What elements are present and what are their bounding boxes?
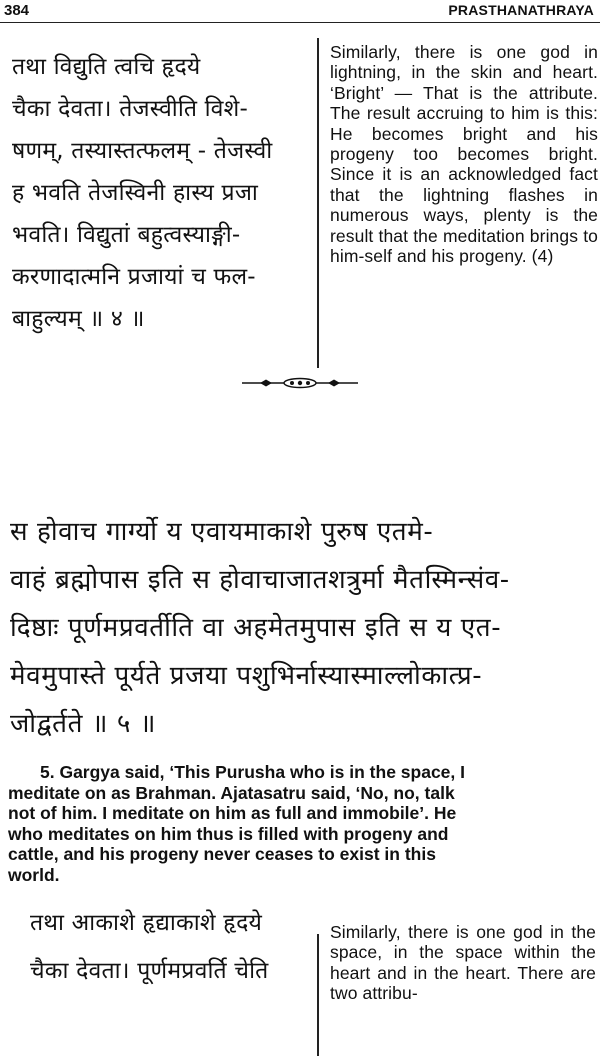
sanskrit-line: भवति। विद्युतां बहुत्वस्याङ्गी- [12, 222, 241, 248]
translation-verse-5 [8, 762, 595, 886]
column-divider [317, 934, 319, 1056]
translation-line: 5. Gargya said, ‘This Purusha who is in the space, I [40, 762, 465, 782]
sanskrit-line: चैका देवता। पूर्णमप्रवर्ति चेति [30, 958, 269, 984]
running-title: PRASTHANATHRAYA [448, 2, 594, 18]
translation-line: world. [8, 864, 60, 885]
section-divider-ornament [240, 377, 360, 389]
sanskrit-line: ह भवति तेजस्विनी हास्य प्रजा [12, 180, 259, 206]
verse-line: स होवाच गार्ग्यो य एवायमाकाशे पुरुष एतमे- [10, 517, 434, 547]
translation-line: who meditates on him thus is filled with progeny and [8, 823, 449, 844]
verse-line: जोद्वर्तते ॥ ५ ॥ [10, 709, 157, 739]
sanskrit-line: तथा आकाशे हृद्याकाशे हृदये [30, 910, 263, 936]
sanskrit-line: करणादात्मनि प्रजायां च फल- [12, 264, 256, 290]
sanskrit-line: बाहुल्यम् ॥ ४ ॥ [12, 306, 145, 332]
page-number: 384 [4, 2, 30, 19]
verse-line: वाहं ब्रह्मोपास इति स होवाचाजातशत्रुर्मा मैतस्मिन्संव- [10, 565, 510, 595]
verse-line: दिष्ठाः पूर्णमप्रवर्तीति वा अहमेतमुपास इति स य एत- [10, 613, 502, 643]
translation-line: not of him. I meditate on him as full and immobile’. He [8, 803, 457, 824]
english-commentary-4: Similarly, there is one god in lightning, in the skin and heart. ‘Bright’ — That is the attribute. The result accruing to him is this: He becomes bright and his progeny too becomes bright. Since it is an acknowledged fact that the lightning flashes in numerous ways, plenty is the result that the meditation brings to him-self and his progeny. (4) [330, 42, 598, 267]
sanskrit-line: षणम्, तस्यास्तत्फलम् - तेजस्वी [12, 138, 273, 164]
sanskrit-commentary-4 [12, 46, 308, 340]
sanskrit-verse-5 [10, 508, 600, 748]
verse-line: मेवमुपास्ते पूर्यते प्रजया पशुभिर्नास्यास्माल्लोकात्प्र- [10, 661, 483, 691]
page-header [0, 0, 600, 23]
column-divider [317, 38, 319, 368]
translation-line: meditate on as Brahman. Ajatasatru said, ‘No, no, talk [8, 782, 455, 803]
sanskrit-line: तथा विद्युति त्वचि हृदये [12, 54, 201, 80]
translation-line: cattle, and his progeny never ceases to exist in this [8, 844, 436, 865]
english-commentary-5: Similarly, there is one god in the space, in the space within the heart and in the heart. There are two attribu- [330, 922, 596, 1004]
sanskrit-line: चैका देवता। तेजस्वीति विशे- [12, 96, 248, 122]
sanskrit-commentary-5 [30, 899, 300, 995]
